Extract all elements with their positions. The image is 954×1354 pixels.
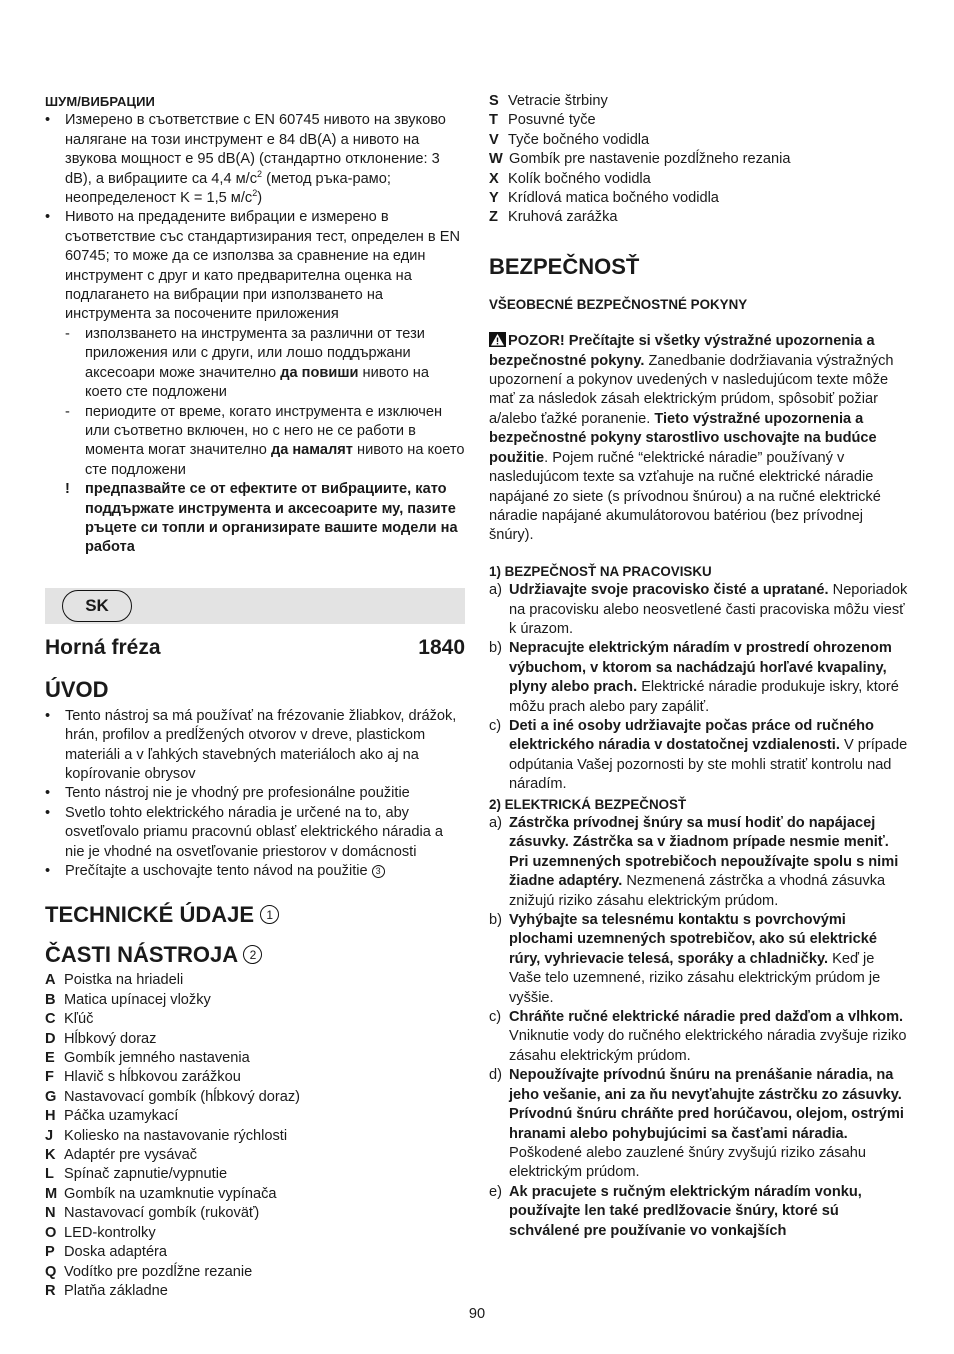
right-column [489, 92, 909, 1241]
part-label: Kolík bočného vodidla [508, 170, 651, 187]
item-text [509, 1008, 909, 1066]
part-label: Vodítko pre pozdĺžne rezanie [64, 1263, 253, 1280]
item-bold-text: Chráňte ručné elektrické náradie pred dažďom a vlhkom. [509, 1009, 904, 1026]
part-label: Vetracie štrbiny [508, 93, 608, 109]
part-label: Gombík jemného nastavenia [64, 1050, 250, 1067]
part-key: R [45, 1282, 56, 1299]
item-plain-text: Keď je Vaše telo uzemnené, riziko zásahu elektrickým prúdom je vyššie. [509, 950, 881, 1006]
parts-list-item [489, 208, 909, 227]
part-key: Z [489, 209, 498, 226]
item-letter: b) [489, 912, 502, 929]
part-label: Adaptér pre vysávač [64, 1147, 198, 1164]
item-text [509, 1066, 909, 1182]
safety-item [489, 911, 909, 1008]
work-area-heading: 1) BEZPEČNOSŤ NA PRACOVISKU [489, 563, 712, 579]
product-name: Horná fréza [45, 635, 161, 659]
part-key: S [489, 93, 499, 109]
part-label: Doska adaptéra [64, 1244, 168, 1261]
item-text [509, 639, 909, 717]
part-key: P [45, 1244, 55, 1261]
part-key: D [45, 1030, 56, 1047]
item-bold-text: Vyhýbajte sa telesnému kontaktu s povrchovými plochami uzemnených spotrebičov, ako sú elektrické rúry, vyhrievacie telesá, sporáky a chladničky. [509, 912, 877, 967]
part-label: Nastavovací gombík (rukoväť) [64, 1205, 260, 1222]
electrical-list [489, 814, 909, 1241]
part-label: Tyče bočného vodidla [508, 131, 650, 148]
item-text [509, 1183, 909, 1241]
part-key: A [45, 972, 56, 989]
tech-heading: TECHNICKÉ ÚDAJE 1 [45, 901, 465, 929]
exclamation-mark: ! [65, 481, 70, 498]
intro-bullet: • Tento nástroj nie je vhodný pre profesionálne použitie [45, 784, 465, 803]
dash-item-1: - използването на инструмента за различни от тези приложения или с други, или лошо поддържани аксесоари може значително да повиши нивото на което сте подложени [45, 325, 465, 403]
language-bar [45, 588, 465, 624]
part-label: Spínač zapnutie/vypnutie [64, 1166, 228, 1183]
parts-list [45, 971, 465, 1301]
part-key: Q [45, 1263, 57, 1280]
part-key: J [45, 1127, 54, 1144]
part-key: O [45, 1224, 57, 1241]
part-label: Hlavič s hĺbkovou zarážkou [64, 1069, 241, 1086]
item-text [509, 581, 909, 639]
item-text [509, 911, 909, 1008]
part-key: M [45, 1185, 58, 1202]
parts-list-item [45, 1243, 465, 1262]
warning-paragraph: POZOR! Prečítajte si všetky výstražné upozornenia a bezpečnostné pokyny. Zanedbanie dodržiavania výstražných upozornení a pokynov uvedených v nasledujúcom texte môže mať za následok zásah elektrickým prúdom, spôsobiť požiar a/alebo ťažké poranenie. Tieto výstražné upozornenia a bezpečnostné pokyny starostlivo uschovajte na budúce použitie. Pojem ručné “elektrické náradie” používaný v nasledujúcom texte sa vzťahuje na ručné elektrické náradie napájané zo siete (s prívodnou šnúrou) a na ručné elektrické náradie napájané akumulátorovou batériou (bez prívodnej šnúry). [489, 333, 894, 544]
parts-list-item [45, 1165, 465, 1184]
part-label: Gombík na uzamknutie vypínača [64, 1185, 277, 1202]
part-key: G [45, 1088, 57, 1105]
part-label: Kruhová zarážka [508, 209, 618, 226]
part-key: F [45, 1069, 54, 1086]
part-key: H [45, 1108, 56, 1125]
item-letter: a) [489, 815, 502, 831]
part-label: Poistka na hriadeli [64, 972, 184, 989]
work-area-list [489, 581, 909, 794]
part-label: Gombík pre nastavenie pozdĺžneho rezania [509, 151, 791, 168]
part-label: Posuvné tyče [508, 112, 596, 129]
part-label: Kľúč [64, 1011, 94, 1028]
item-plain-text: Poškodené alebo zauzlené šnúry zvyšujú riziko zásahu elektrickým prúdom. [509, 1144, 866, 1181]
part-label: Platňa základne [64, 1282, 168, 1299]
part-key: W [489, 151, 503, 168]
figure-ref-1: 1 [260, 905, 279, 924]
figure-ref-2: 2 [243, 945, 262, 964]
intro-bullets [45, 707, 465, 882]
part-label: Nastavovací gombík (hĺbkový doraz) [64, 1088, 301, 1105]
noise-dashes [45, 325, 465, 480]
product-number: 1840 [418, 635, 465, 659]
safety-item [489, 639, 909, 717]
item-plain-text: Elektrické náradie produkuje iskry, ktoré môžu prach alebo pary zapáliť. [509, 679, 899, 715]
item-letter: b) [489, 640, 502, 657]
parts-list-item [45, 991, 465, 1010]
parts-list-item [489, 150, 909, 169]
part-label: Páčka uzamykací [64, 1108, 179, 1125]
item-plain-text: Nezmenená zástrčka a vhodná zásuvka znižujú riziko zásahu elektrickým prúdom. [509, 873, 886, 909]
item-bold-text: Zástrčka prívodnej šnúry sa musí hodiť do napájacej zásuvky. Zástrčka sa v žiadnom prípade nesmie meniť. Pri uzemnených spotrebičoch nepoužívajte spolu s nimi žiadne adaptéry. [509, 815, 899, 890]
part-label: Matica upínacej vložky [64, 991, 211, 1008]
parts-list-item [489, 92, 909, 111]
vibration-warning: ! предпазвайте се от ефектите от вибрациите, като поддържате инструмента и аксесоарите му, пазите ръцете си топли и организирате вашите модели на работа [65, 481, 458, 556]
parts-list-item [45, 1049, 465, 1068]
parts-list-item [45, 1068, 465, 1087]
item-bold-text: Nepracujte elektrickým náradím v prostredí ohrozenom výbuchom, v ktorom sa nachádzajú horľavé kvapaliny, plyny alebo prach. [509, 640, 892, 696]
parts-list-item [489, 111, 909, 130]
warning-triangle-icon [489, 332, 506, 347]
parts-list-item [489, 189, 909, 208]
noise-bullet-1: • Измерено в съответствие с EN 60745 нивото на звуково налягане на този инструмент е 84 dB(A) а нивото на звукова мощност е 95 dB(A) (стандартно отклонение: 3 dB), а вибрациите са 4,4 $м/с^2$ (метод ръка-рамо; неопределеност K = 1,5 $м/с^2$) [45, 111, 465, 208]
dash-item-2: - периодите от време, когато инструмента е изключен или съответно включен, но с него не се работи в момента могат значително да намалят нивото на което сте подложени [45, 403, 465, 481]
safety-item [489, 581, 909, 639]
part-key: N [45, 1205, 56, 1222]
parts-list-item [489, 131, 909, 150]
item-plain-text: Neporiadok na pracovisku alebo neosvetlené časti pracoviska môžu viesť k úrazom. [509, 582, 908, 637]
parts-list-item [45, 1185, 465, 1204]
part-key: E [45, 1050, 55, 1067]
item-plain-text: Vniknutie vody do ručného elektrického náradia zvyšuje riziko zásahu elektrickým prúdom. [509, 1028, 907, 1064]
parts-list-item [45, 1010, 465, 1029]
part-key: Y [489, 190, 499, 207]
item-letter: a) [489, 582, 502, 599]
noise-heading: ШУМ/ВИБРАЦИИ [45, 94, 155, 109]
item-letter: c) [489, 1009, 502, 1026]
parts-list-item [45, 1282, 465, 1301]
page-number: 90 [468, 1306, 486, 1322]
item-bold-text: Ak pracujete s ručným elektrickým náradím vonku, používajte len také predlžovacie šnúry, ktoré sú schválené pre používanie vo vonkajších [509, 1183, 862, 1239]
parts-list-item [45, 1224, 465, 1243]
part-key: L [45, 1166, 54, 1183]
part-key: V [489, 131, 499, 148]
parts-list-item [45, 971, 465, 990]
safety-item [489, 814, 909, 911]
parts-list-item [45, 1127, 465, 1146]
safety-item [489, 1066, 909, 1182]
parts-list-item [45, 1204, 465, 1223]
part-label: LED-kontrolky [64, 1224, 156, 1241]
safety-item [489, 717, 909, 795]
item-plain-text: V prípade odpútania Vašej pozornosti by ste mohli stratiť kontrolu nad náradím. [509, 737, 908, 793]
part-label: Hĺbkový doraz [64, 1030, 157, 1047]
noise-bullets [45, 111, 465, 324]
product-title-row [45, 635, 465, 664]
part-label: Koliesko na nastavovanie rýchlosti [64, 1127, 288, 1144]
parts-list-item [489, 170, 909, 189]
intro-bullet: • Svetlo tohto elektrického náradia je určené na to, aby osvetľovalo priamu pracovnú oblasť elektrického náradia a nie je vhodné na osvetľovanie priestorov v domácnosti [45, 804, 465, 862]
item-text [509, 717, 909, 795]
item-bold-text: Udržiavajte svoje pracovisko čisté a upratané. [509, 582, 829, 599]
part-label: Krídlová matica bočného vodidla [508, 190, 719, 207]
part-key: B [45, 991, 56, 1008]
parts-heading: ČASTI NÁSTROJA 2 [45, 941, 465, 969]
parts-list-item [45, 1263, 465, 1282]
item-letter: c) [489, 717, 502, 734]
item-bold-text: Nepoužívajte prívodnú šnúru na prenášanie náradia, na jeho vešanie, ani za ňu nevyťahujte zástrčku zo zásuvky. Prívodnú šnúru chráňte pred horúčavou, olejom, ostrými hranami alebo pohybujúcimi sa časťami náradia. [509, 1067, 904, 1142]
parts-list-item [45, 1030, 465, 1049]
item-text [509, 814, 909, 911]
general-safety-heading: VŠEOBECNÉ BEZPEČNOSTNÉ POKYNY [489, 296, 748, 312]
parts-list-item [45, 1146, 465, 1165]
noise-bullet-2: • Нивото на предадените вибрации е измерено в съответствие със стандартизирания тест, определен в EN 60745; то може да се използва за сравнение на един инструмент с друг и като предварителна оценка на подлагането на вибрации при използването на инструмента за посочените приложения [45, 208, 465, 324]
figure-ref-3: 3 [372, 865, 385, 878]
safety-item [489, 1183, 909, 1241]
parts-list-item [45, 1107, 465, 1126]
parts-list-continued [489, 92, 909, 228]
part-key: K [45, 1147, 56, 1164]
left-column [45, 92, 465, 1301]
item-letter: d) [489, 1067, 502, 1084]
language-badge: SK [62, 590, 132, 622]
intro-bullet: • Tento nástroj sa má používať na frézovanie žliabkov, drážok, hrán, profilov a predĺžených otvorov v dreve, plastickom materiáli a v ľahkých stavebných materiáloch ako aj na kopírovanie obrysov [45, 707, 465, 785]
intro-bullet: • Prečítajte a uschovajte tento návod na použitie 3 [45, 862, 465, 881]
part-key: C [45, 1011, 56, 1028]
part-key: X [489, 170, 499, 187]
safety-item [489, 1008, 909, 1066]
intro-heading: ÚVOD [45, 676, 109, 702]
item-bold-text: Deti a iné osoby udržiavajte počas práce od ručného elektrického náradia v dostatočnej vzdialenosti. [509, 717, 874, 754]
safety-heading: BEZPEČNOSŤ [489, 253, 640, 279]
parts-list-item [45, 1088, 465, 1107]
electrical-heading: 2) ELEKTRICKÁ BEZPEČNOSŤ [489, 796, 687, 812]
part-key: T [489, 112, 498, 129]
item-letter: e) [489, 1183, 502, 1200]
